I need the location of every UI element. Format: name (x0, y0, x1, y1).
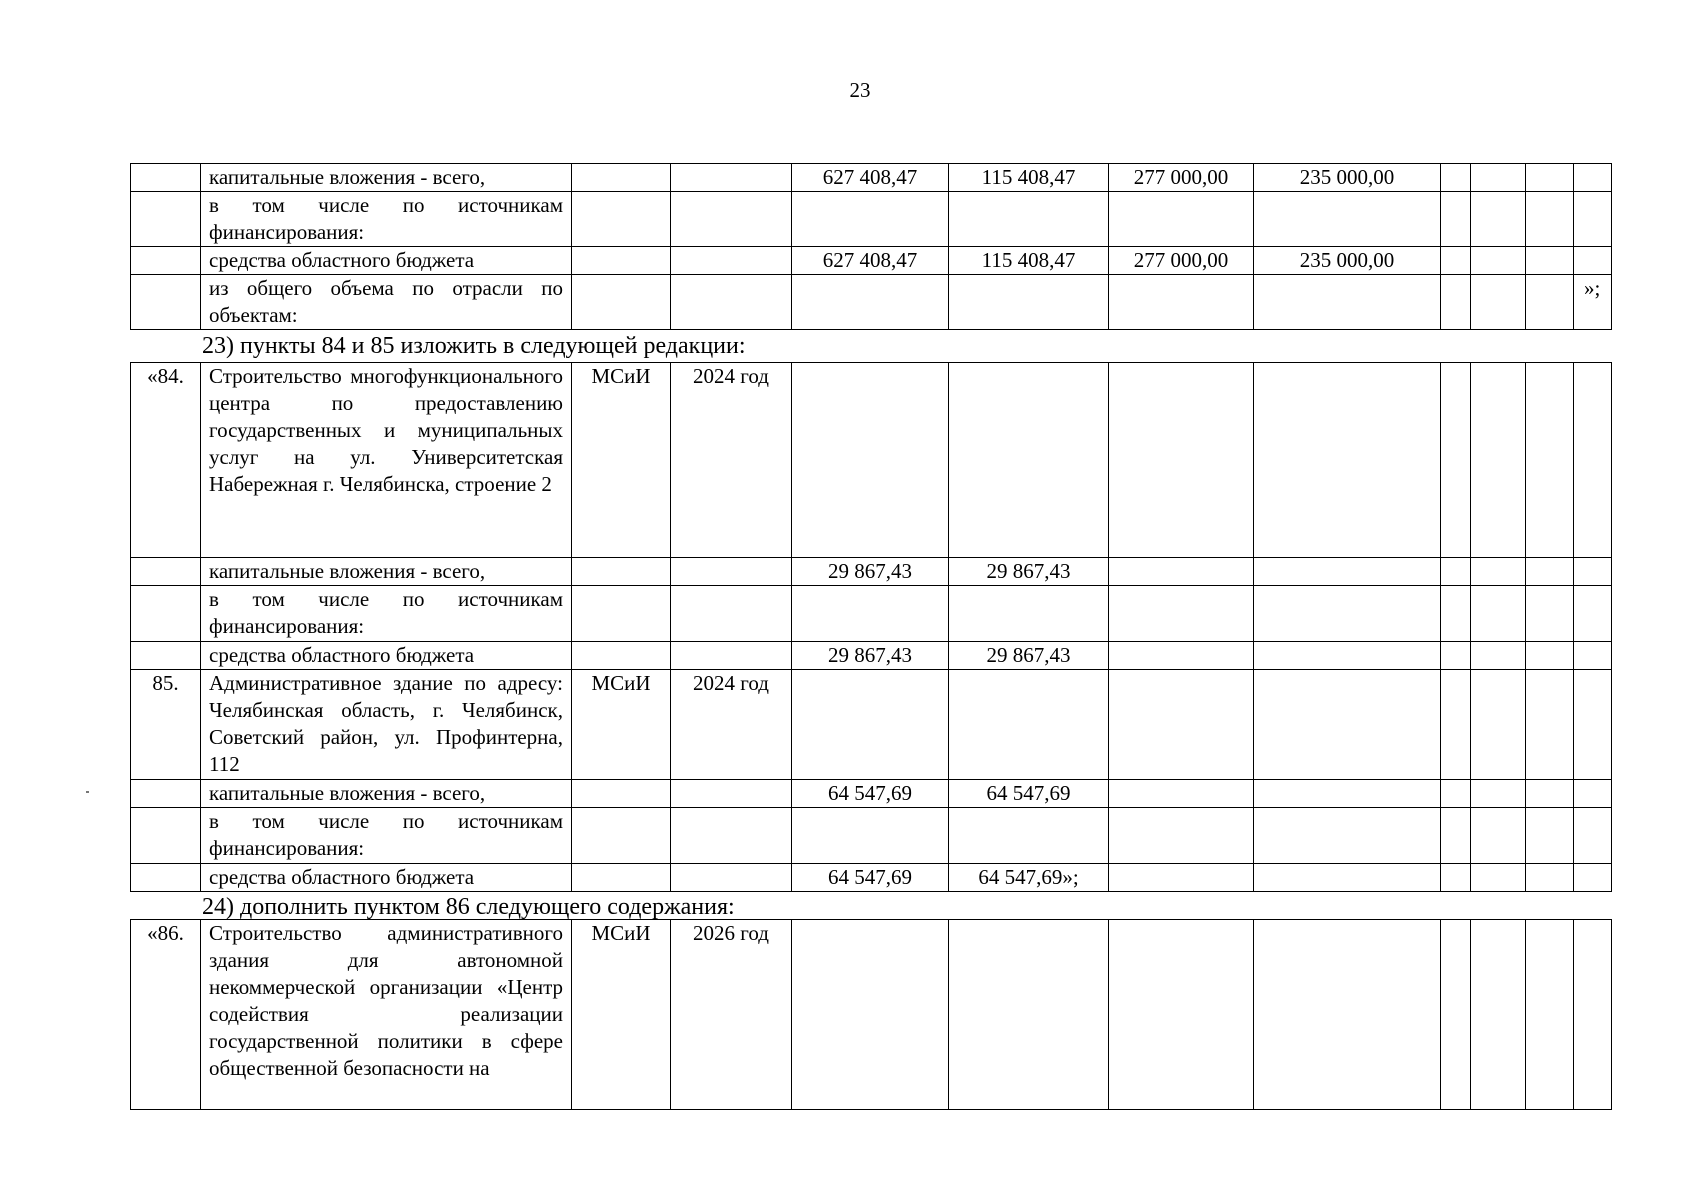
description-cell: в том числе по источникам финансирования: (201, 808, 572, 864)
value-cell: 64 547,69 (949, 780, 1109, 808)
value-cell: 64 547,69»; (949, 864, 1109, 892)
items-84-85-table (130, 362, 1612, 892)
item-year: 2026 год (671, 920, 792, 1110)
value-cell: 29 867,43 (949, 642, 1109, 670)
value-cell: 277 000,00 (1109, 164, 1254, 192)
table-row (131, 642, 1612, 670)
table-row (131, 192, 1612, 247)
description-cell: капитальные вложения - всего, (201, 558, 572, 586)
table-row (131, 247, 1612, 275)
table-row (131, 275, 1612, 330)
description-cell: капитальные вложения - всего, (201, 780, 572, 808)
item-86-row (131, 920, 1612, 1110)
item-description: Строительство многофункционального центра по предоставлению государственных и муниципальных услуг на ул. Университетская Набережная г. Челябинска, строение 2 (201, 363, 572, 558)
number-cell (131, 164, 201, 192)
value-cell: 115 408,47 (949, 164, 1109, 192)
item-84-row (131, 363, 1612, 558)
description-cell: в том числе по источникам финансирования: (201, 586, 572, 642)
responsible-org: МСиИ (572, 920, 671, 1110)
item-description: Административное здание по адресу: Челябинская область, г. Челябинск, Советский район, ул. Профинтерна, 112 (201, 670, 572, 780)
value-cell: 627 408,47 (792, 247, 949, 275)
value-cell: 277 000,00 (1109, 247, 1254, 275)
table-row (131, 164, 1612, 192)
value-cell: 29 867,43 (792, 558, 949, 586)
value-cell: 235 000,00 (1254, 247, 1441, 275)
item-description: Строительство административного здания для автономной некоммерческой организации «Центр содействия реализации государственной политики в сфере общественной безопасности на (201, 920, 572, 1110)
funding-table-continued (130, 163, 1612, 330)
table-row (131, 558, 1612, 586)
item-number: «84. (131, 363, 201, 558)
item-86-table (130, 919, 1612, 1110)
value-cell: 115 408,47 (949, 247, 1109, 275)
responsible-org: МСиИ (572, 670, 671, 780)
value-cell: 64 547,69 (792, 780, 949, 808)
description-cell: средства областного бюджета (201, 247, 572, 275)
closing-quote-cell: »; (1574, 275, 1612, 330)
description-cell: в том числе по источникам финансирования: (201, 192, 572, 247)
value-cell: 627 408,47 (792, 164, 949, 192)
value-cell: 64 547,69 (792, 864, 949, 892)
description-cell: капитальные вложения - всего, (201, 164, 572, 192)
description-cell: средства областного бюджета (201, 864, 572, 892)
value-cell: 29 867,43 (792, 642, 949, 670)
value-cell: 235 000,00 (1254, 164, 1441, 192)
item-85-row (131, 670, 1612, 780)
table-row (131, 808, 1612, 864)
section-heading: 23) пункты 84 и 85 изложить в следующей редакции: (202, 333, 746, 359)
responsible-org: МСиИ (572, 363, 671, 558)
table-row (131, 586, 1612, 642)
table-row (131, 780, 1612, 808)
value-cell: 29 867,43 (949, 558, 1109, 586)
item-number: «86. (131, 920, 201, 1110)
item-year: 2024 год (671, 670, 792, 780)
item-number: 85. (131, 670, 201, 780)
section-heading: 24) дополнить пунктом 86 следующего содержания: (202, 894, 735, 920)
item-year: 2024 год (671, 363, 792, 558)
description-cell: средства областного бюджета (201, 642, 572, 670)
scan-speck (86, 791, 89, 793)
description-cell: из общего объема по отрасли по объектам: (201, 275, 572, 330)
table-row (131, 864, 1612, 892)
page-number: 23 (849, 78, 871, 102)
